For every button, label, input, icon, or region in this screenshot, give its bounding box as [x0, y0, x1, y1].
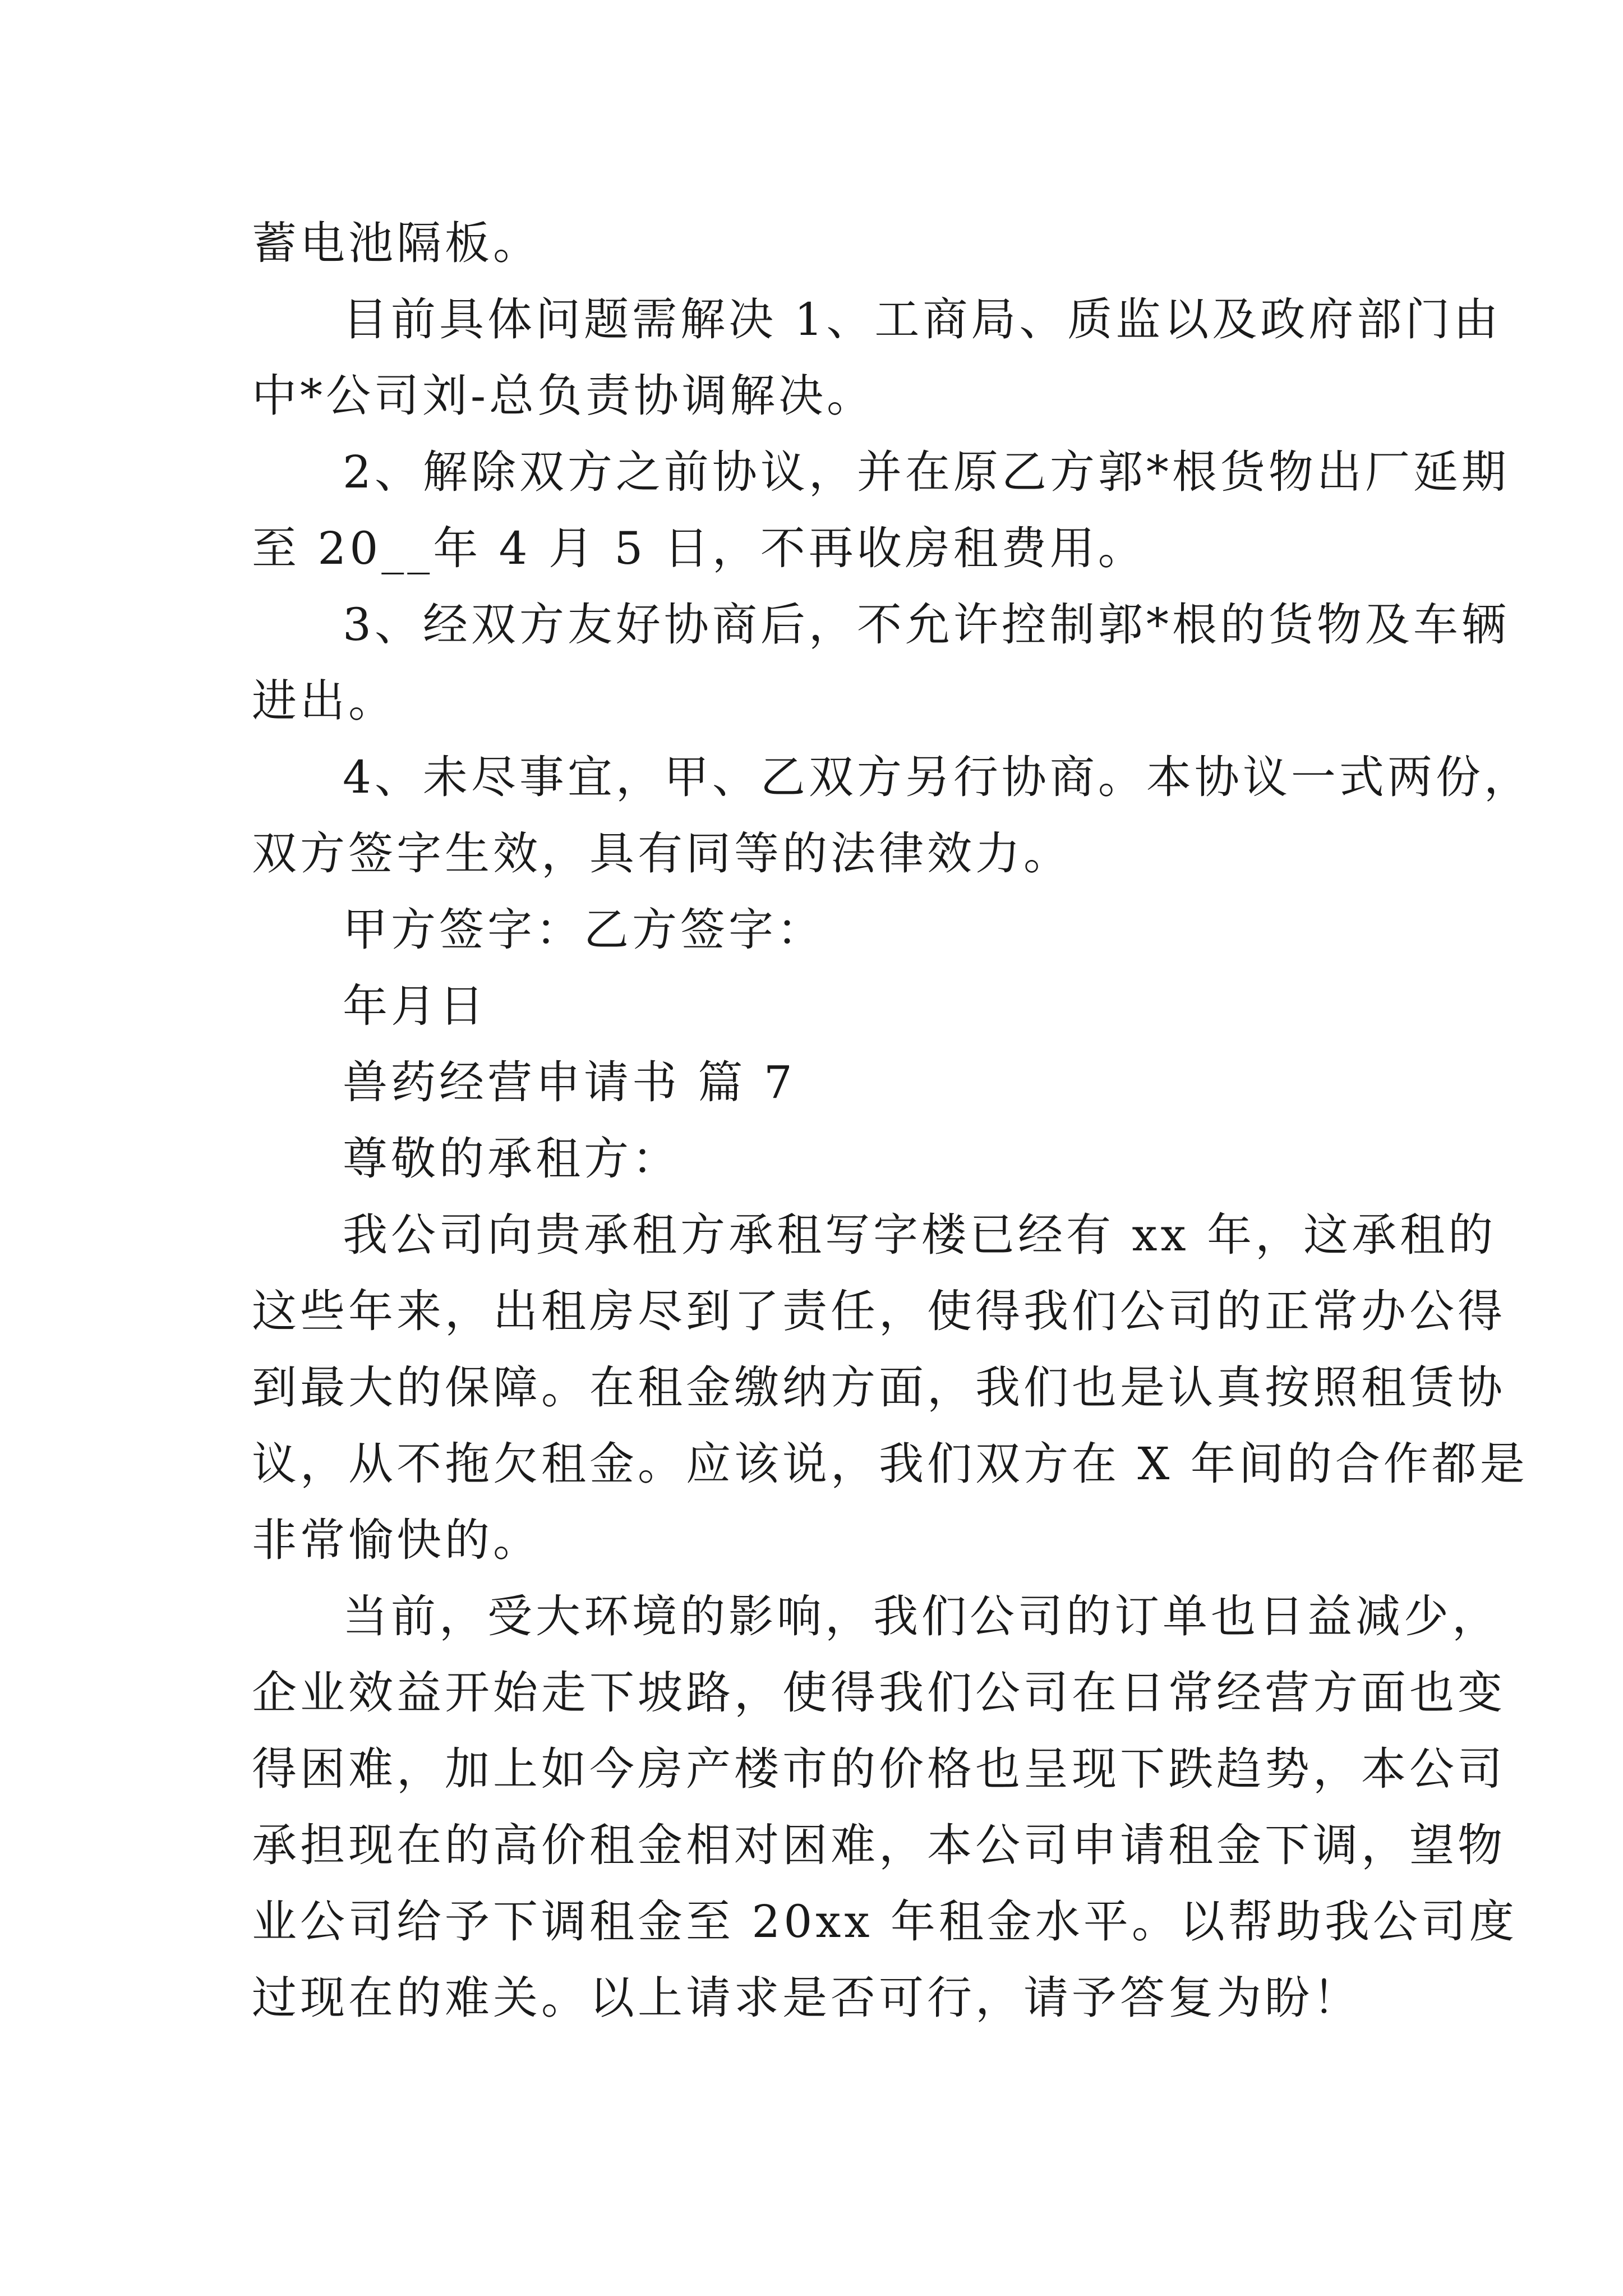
text-line: 双方签字生效，具有同等的法律效力。	[252, 827, 1072, 880]
text-line: 企业效益开始走下坡路，使得我们公司在日常经营方面也变	[252, 1667, 1506, 1719]
text-line: 这些年来，出租房尽到了责任，使得我们公司的正常办公得	[252, 1285, 1506, 1337]
text-line: 3、经双方友好协商后，不允许控制郭*根的货物及车辆	[343, 599, 1510, 651]
text-line: 目前具体问题需解决 1、工商局、质监以及政府部门由	[343, 293, 1502, 346]
text-line: 至 20__年 4 月 5 日，不再收房租费用。	[252, 522, 1146, 574]
salutation: 尊敬的承租方：	[343, 1133, 680, 1185]
text-line: 2、解除双方之前协议，并在原乙方郭*根货物出厂延期	[343, 446, 1510, 498]
text-line: 蓄电池隔板。	[252, 217, 541, 269]
text-line: 承担现在的高价租金相对困难，本公司申请租金下调，望物	[252, 1819, 1506, 1871]
signature-line: 甲方签字：乙方签字：	[343, 904, 825, 956]
text-line: 非常愉快的。	[252, 1514, 541, 1566]
text-line: 中*公司刘-总负责协调解决。	[252, 370, 875, 422]
document-body	[252, 205, 1532, 2036]
section-heading: 兽药经营申请书 篇 7	[343, 1056, 796, 1108]
text-line: 到最大的保障。在租金缴纳方面，我们也是认真按照租赁协	[252, 1361, 1506, 1414]
text-line: 过现在的难关。以上请求是否可行，请予答复为盼！	[252, 1972, 1361, 2024]
text-line: 我公司向贵承租方承租写字楼已经有 xx 年，这承租的	[343, 1209, 1497, 1261]
text-line: 得困难，加上如今房产楼市的价格也呈现下跌趋势，本公司	[252, 1743, 1506, 1795]
date-line: 年月日	[343, 980, 487, 1032]
text-line: 业公司给予下调租金至 20xx 年租金水平。以帮助我公司度	[252, 1895, 1518, 1948]
text-line: 进出。	[252, 675, 396, 727]
text-line: 4、未尽事宜，甲、乙双方另行协商。本协议一式两份，	[343, 751, 1532, 803]
text-line: 当前，受大环境的影响，我们公司的订单也日益减少，	[343, 1590, 1500, 1642]
text-line: 议，从不拖欠租金。应该说，我们双方在 X 年间的合作都是	[252, 1438, 1528, 1490]
